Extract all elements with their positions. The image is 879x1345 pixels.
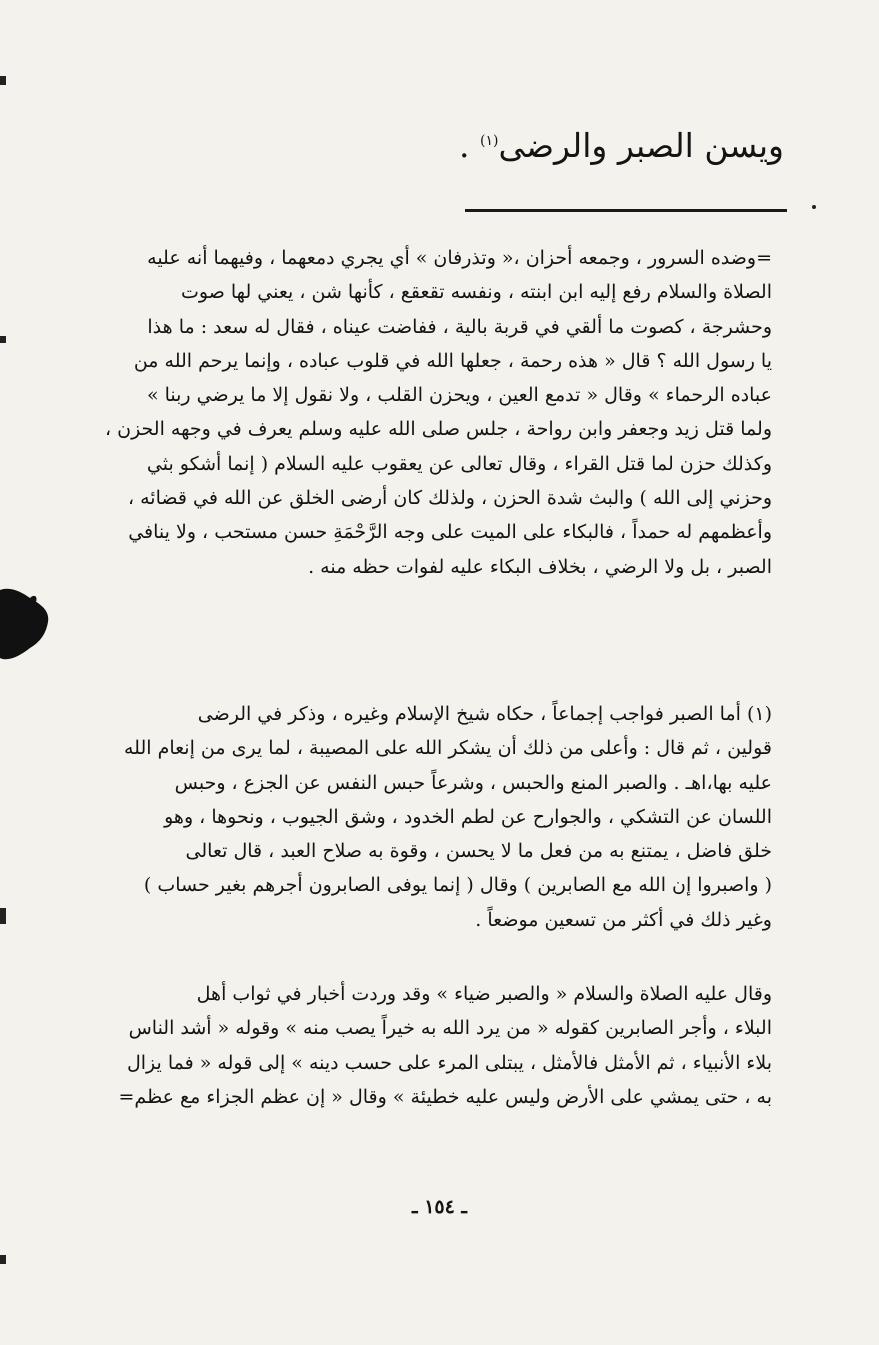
body-paragraph (52, 241, 772, 584)
footnote-1 (52, 697, 772, 937)
text-line: وقال عليه الصلاة والسلام « والصبر ضياء » وقد وردت أخبار في ثواب أهل (196, 983, 772, 1005)
footnote-2 (52, 977, 772, 1114)
scan-edge-mark (0, 908, 6, 924)
title-rule (465, 209, 787, 212)
scan-edge-mark (0, 336, 6, 343)
text-line: اللسان عن التشكي ، والجوارح عن لطم الخدود ، وشق الجيوب ، ونحوها ، وهو (164, 805, 772, 828)
scan-edge-mark (0, 76, 6, 85)
page-number: ـ ١٥٤ ـ (412, 1196, 467, 1218)
text-line: عليه بها،اهـ . والصبر المنع والحبس ، وشرعاً حبس النفس عن الجزع ، وحبس (174, 771, 772, 794)
title-end: . (458, 126, 480, 165)
ink-blot-icon (0, 584, 52, 664)
text-line: ( واصبروا إن الله مع الصابرين ) وقال ( إنما يوفى الصابرون أجرهم بغير حساب ) (143, 874, 772, 897)
text-line: =وضده السرور ، وجمعه أحزان ،« وتذرفان » أي يجري دمعهما ، وفيهما أنه عليه (147, 247, 772, 269)
text-line: وحزني إلى الله ) والبث شدة الحزن ، ولذلك كان أرضى الخلق عن الله في قضائه ، (127, 487, 772, 510)
text-line: يا رسول الله ؟ قال « هذه رحمة ، جعلها الله في قلوب عباده ، وإنما يرحم الله من (133, 349, 772, 372)
stray-dot (812, 205, 816, 209)
text-line: وحشرجة ، كصوت ما ألقي في قربة بالية ، ففاضت عيناه ، فقال له سعد : ما هذا (147, 315, 772, 338)
text-line: البلاء ، وأجر الصابرين كقوله « من يرد الله به خيراً يصب منه » وقوله « أشد الناس (128, 1017, 772, 1040)
text-line: وأعظمهم له حمداً ، فالبكاء على الميت على وجه الرَّحْمَةِ حسن مستحب ، ولا ينافي (128, 521, 772, 544)
text-line: بلاء الأنبياء ، ثم الأمثل فالأمثل ، يبتلى المرء على حسب دينه » إلى قوله « فما يزال (126, 1051, 772, 1074)
scan-edge-mark (0, 1255, 6, 1264)
text-line: الصبر ، بل ولا الرضي ، بخلاف البكاء عليه لفوات حظه منه . (308, 555, 772, 578)
text-line: به ، حتى يمشي على الأرض وليس عليه خطيئة » وقال « إن عظم الجزاء مع عظم= (118, 1085, 772, 1108)
title-text: ويسن الصبر والرضى (498, 126, 784, 165)
text-line: عباده الرحماء » وقال « تدمع العين ، ويحزن القلب ، ولا نقول إلا ما يرضي ربنا » (146, 384, 772, 407)
section-title (459, 118, 784, 169)
text-line: وكذلك حزن لما قتل القراء ، وقال تعالى عن يعقوب عليه السلام ( إنما أشكو بثي (146, 452, 772, 475)
title-footnote-ref: (١) (479, 133, 499, 149)
text-line: قولين ، ثم قال : وأعلى من ذلك أن يشكر الله على المصيبة ، لما يرى من إنعام الله (123, 737, 772, 760)
text-line: ولما قتل زيد وجعفر وابن رواحة ، جلس صلى الله عليه وسلم يعرف في وجهه الحزن ، (104, 418, 772, 441)
text-line: خلق فاضل ، يمتنع به من فعل ما لا يحسن ، وقوة به صلاح العبد ، قال تعالى (185, 840, 772, 863)
text-line: الصلاة والسلام رفع إليه ابن ابنته ، ونفسه تقعقع ، كأنها شن ، يعني لها صوت (181, 281, 772, 304)
text-line: وغير ذلك في أكثر من تسعين موضعاً . (475, 908, 772, 931)
text-line: (١) أما الصبر فواجب إجماعاً ، حكاه شيخ الإسلام وغيره ، وذكر في الرضى (197, 703, 772, 725)
